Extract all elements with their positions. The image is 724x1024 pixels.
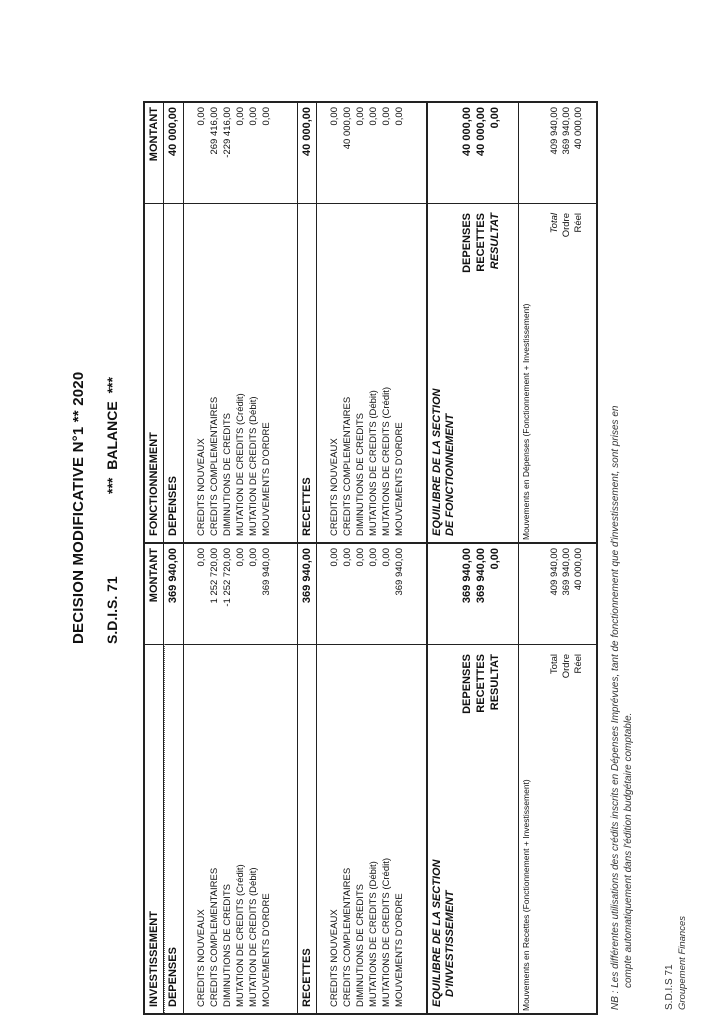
line-value: 0,00 bbox=[248, 107, 259, 126]
fonctionnement-depenses-total: 40 000,00 bbox=[167, 107, 179, 156]
line-label: CREDITS NOUVEAUX bbox=[329, 909, 340, 1007]
line-value: 0,00 bbox=[381, 548, 392, 567]
fonctionnement-recettes-lines bbox=[317, 103, 417, 542]
investissement-header: INVESTISSEMENT MONTANT bbox=[145, 544, 164, 1013]
footer-organization: S.D.I.S 71 bbox=[664, 964, 675, 1010]
line-label: DIMINUTIONS DE CREDITS bbox=[222, 884, 233, 1007]
fonctionnement-depenses-header: DEPENSES 40 000,00 bbox=[164, 103, 184, 542]
line-value: 0,00 bbox=[235, 107, 246, 126]
fonctionnement-depenses-lines bbox=[184, 103, 284, 542]
line-label: MOUVEMENTS D'ORDRE bbox=[261, 422, 272, 536]
line-label: MUTATIONS DE CREDITS (Débit) bbox=[368, 390, 379, 536]
line-label: DIMINUTIONS DE CREDITS bbox=[222, 413, 233, 536]
fonctionnement-recettes-header: RECETTES 40 000,00 bbox=[297, 103, 317, 542]
investissement-recettes-header: RECETTES 369 940,00 bbox=[297, 544, 317, 1013]
line-label: MUTATIONS DE CREDITS (Crédit) bbox=[381, 386, 392, 536]
line-label: MUTATION DE CREDITS (Débit) bbox=[248, 396, 259, 536]
fonctionnement-header: FONCTIONNEMENT MONTANT bbox=[145, 103, 164, 542]
line-value: 0,00 bbox=[342, 548, 353, 567]
line-value: 0,00 bbox=[368, 548, 379, 567]
line-value: 0,00 bbox=[248, 548, 259, 567]
line-value: 0,00 bbox=[368, 107, 379, 126]
line-value: 1 252 720,00 bbox=[209, 548, 220, 604]
nb-footnote: NB : Les différentes utilisations des crédits inscrits en Dépenses Imprévues, tant de fonctionnement que d'investissement, sont prises en compte automatiquement dans l'édition budgétaire comptable. bbox=[610, 405, 634, 1010]
fonctionnement-section bbox=[145, 103, 596, 544]
line-value: 369 940,00 bbox=[394, 548, 405, 596]
document-title: DECISION MODIFICATIVE N°1 ** 2020 bbox=[70, 371, 87, 644]
line-value: -229 416,00 bbox=[222, 107, 233, 158]
line-label: MUTATIONS DE CREDITS (Débit) bbox=[368, 861, 379, 1007]
investissement-depenses-total: 369 940,00 bbox=[167, 548, 179, 604]
line-value: 0,00 bbox=[329, 548, 340, 567]
line-value: 0,00 bbox=[355, 548, 366, 567]
line-label: MUTATION DE CREDITS (Crédit) bbox=[235, 864, 246, 1007]
investissement-depenses-header: DEPENSES 369 940,00 bbox=[164, 544, 184, 1013]
line-value: 0,00 bbox=[261, 107, 272, 126]
line-value: 0,00 bbox=[235, 548, 246, 567]
line-label: MOUVEMENTS D'ORDRE bbox=[261, 893, 272, 1007]
investissement-recettes-total: 369 940,00 bbox=[301, 548, 313, 604]
line-label: MOUVEMENTS D'ORDRE bbox=[394, 893, 405, 1007]
line-label: CREDITS NOUVEAUX bbox=[196, 438, 207, 536]
line-value: 0,00 bbox=[394, 107, 405, 126]
line-label: CREDITS COMPLEMENTAIRES bbox=[342, 867, 353, 1007]
footer-department: Groupement Finances bbox=[677, 916, 688, 1010]
organization-name: S.D.I.S. 71 bbox=[104, 576, 120, 644]
document-subtitle: *** BALANCE *** bbox=[104, 377, 120, 494]
line-label: MOUVEMENTS D'ORDRE bbox=[394, 422, 405, 536]
line-label: DIMINUTIONS DE CREDITS bbox=[355, 884, 366, 1007]
line-value: 0,00 bbox=[196, 107, 207, 126]
line-label: MUTATIONS DE CREDITS (Crédit) bbox=[381, 857, 392, 1007]
investissement-depenses-lines bbox=[184, 544, 284, 1013]
investissement-mouvements: Mouvements en Recettes (Fonctionnement + Investissement) Total 409 940,00 Ordre 369 940,00 Réel 40 000,00 bbox=[518, 544, 596, 1013]
line-label: CREDITS COMPLEMENTAIRES bbox=[209, 396, 220, 536]
line-label: MUTATION DE CREDITS (Débit) bbox=[248, 867, 259, 1007]
line-value: 369 940,00 bbox=[261, 548, 272, 596]
line-label: CREDITS COMPLEMENTAIRES bbox=[209, 867, 220, 1007]
line-value: 0,00 bbox=[329, 107, 340, 126]
line-label: MUTATION DE CREDITS (Crédit) bbox=[235, 393, 246, 536]
investissement-section bbox=[145, 544, 596, 1013]
line-value: 40 000,00 bbox=[342, 107, 353, 150]
fonctionnement-recettes-total: 40 000,00 bbox=[301, 107, 313, 156]
fonctionnement-equilibre: EQUILIBRE DE LA SECTION DE FONCTIONNEMENT DEPENSES 40 000,00 RECETTES 40 000,00 RESULTAT 0,00 bbox=[426, 103, 518, 542]
line-label: CREDITS NOUVEAUX bbox=[196, 909, 207, 1007]
line-value: -1 252 720,00 bbox=[222, 548, 233, 607]
line-value: 269 416,00 bbox=[209, 107, 220, 155]
line-value: 0,00 bbox=[196, 548, 207, 567]
balance-table bbox=[143, 101, 598, 1015]
line-label: CREDITS NOUVEAUX bbox=[329, 438, 340, 536]
fonctionnement-mouvements: Mouvements en Dépenses (Fonctionnement + Investissement) Total 409 940,00 Ordre 369 940,00 Réel 40 000,00 bbox=[518, 103, 596, 542]
investissement-recettes-lines bbox=[317, 544, 417, 1013]
line-label: DIMINUTIONS DE CREDITS bbox=[355, 413, 366, 536]
investissement-equilibre: EQUILIBRE DE LA SECTION D'INVESTISSEMENT DEPENSES 369 940,00 RECETTES 369 940,00 RESULTAT 0,00 bbox=[426, 544, 518, 1013]
line-value: 0,00 bbox=[355, 107, 366, 126]
line-value: 0,00 bbox=[381, 107, 392, 126]
line-label: CREDITS COMPLEMENTAIRES bbox=[342, 396, 353, 536]
